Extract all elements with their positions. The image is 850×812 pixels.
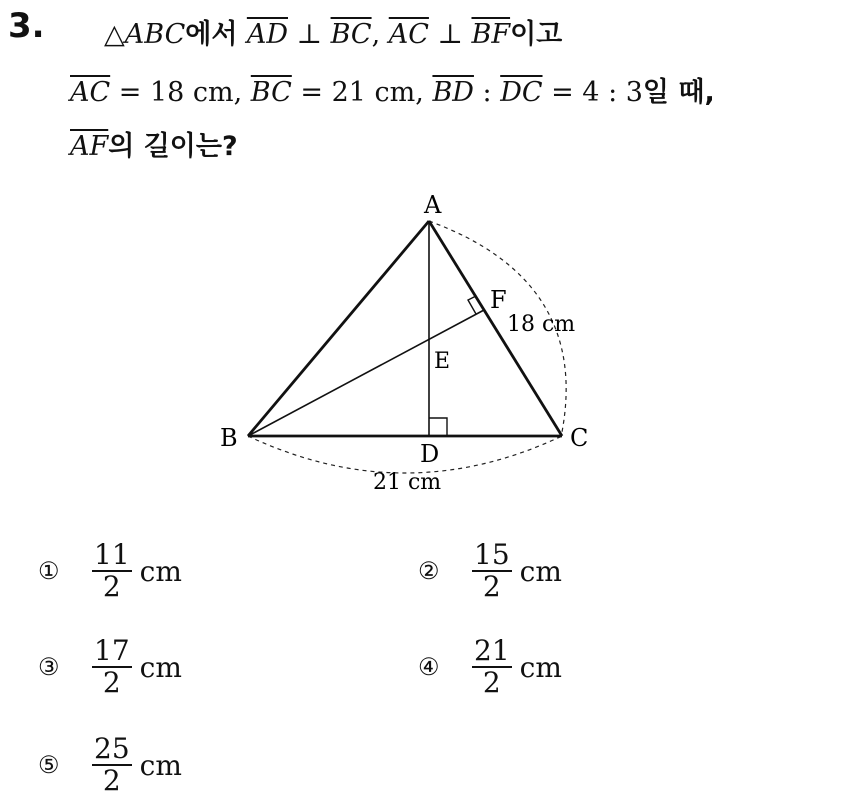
numerator: 17 [94, 634, 130, 667]
fraction [92, 734, 132, 796]
denominator: 2 [102, 764, 121, 797]
question-number: 3. [8, 6, 45, 46]
segment-af: $\overline{AF}$ [70, 131, 109, 162]
segment-ac: $\overline{AC}$ [70, 77, 111, 108]
perp-symbol: ⊥ [428, 19, 472, 50]
numerator: 25 [94, 732, 130, 765]
segment-bc: $\overline{BC}$ [330, 19, 372, 50]
unit: cm [139, 748, 182, 782]
text: 이고 [510, 19, 563, 50]
text: = 18 cm, [110, 77, 251, 108]
text: = 21 cm, [291, 77, 433, 108]
label-b: B [220, 424, 238, 452]
denominator: 2 [102, 570, 121, 603]
label-e: E [434, 349, 451, 374]
fraction [472, 636, 512, 698]
option-5[interactable] [38, 734, 182, 796]
option-3[interactable] [38, 636, 182, 698]
numerator: 15 [474, 538, 510, 571]
text: 일 때, [642, 77, 715, 108]
segment-dc: $\overline{DC}$ [500, 77, 543, 108]
unit: cm [139, 554, 182, 588]
side-ab [248, 221, 429, 436]
unit: cm [519, 554, 562, 588]
right-angle-f [468, 296, 476, 314]
denominator: 2 [102, 666, 121, 699]
segment-ad: $\overline{AD}$ [246, 19, 288, 50]
unit: cm [139, 650, 182, 684]
text: 에서 [185, 19, 247, 50]
text: = 4 : 3 [542, 77, 643, 108]
option-1[interactable] [38, 540, 182, 602]
triangle-name: ABC [124, 19, 186, 50]
label-f: F [490, 286, 507, 314]
segment-bd: $\overline{BD}$ [432, 77, 474, 108]
triangle-symbol: △ [104, 19, 125, 50]
unit: cm [519, 650, 562, 684]
fraction [92, 540, 132, 602]
label-a: A [424, 191, 442, 219]
right-angle-d [429, 418, 447, 436]
numerator: 11 [94, 538, 130, 571]
text: 의 길이는? [108, 131, 238, 162]
numerator: 21 [474, 634, 510, 667]
option-2[interactable] [418, 540, 562, 602]
option-marker: ⑤ [38, 751, 60, 779]
option-4[interactable] [418, 636, 562, 698]
fraction [472, 540, 512, 602]
segment-bf: $\overline{BF}$ [471, 19, 511, 50]
option-marker: ③ [38, 653, 60, 681]
denominator: 2 [482, 570, 501, 603]
option-marker: ④ [418, 653, 440, 681]
segment-bc: $\overline{BC}$ [250, 77, 292, 108]
option-marker: ① [38, 557, 60, 585]
label-c: C [570, 424, 589, 452]
denominator: 2 [482, 666, 501, 699]
label-d: D [420, 440, 440, 468]
label-ac-length: 18 cm [507, 312, 576, 337]
bc-dimension-arc [248, 436, 562, 473]
perp-symbol: ⊥ [288, 19, 331, 50]
option-marker: ② [418, 557, 440, 585]
ratio-colon: : [473, 77, 501, 108]
fraction [92, 636, 132, 698]
segment-ac: $\overline{AC}$ [388, 19, 429, 50]
label-bc-length: 21 cm [373, 470, 442, 495]
comma: , [371, 19, 389, 50]
